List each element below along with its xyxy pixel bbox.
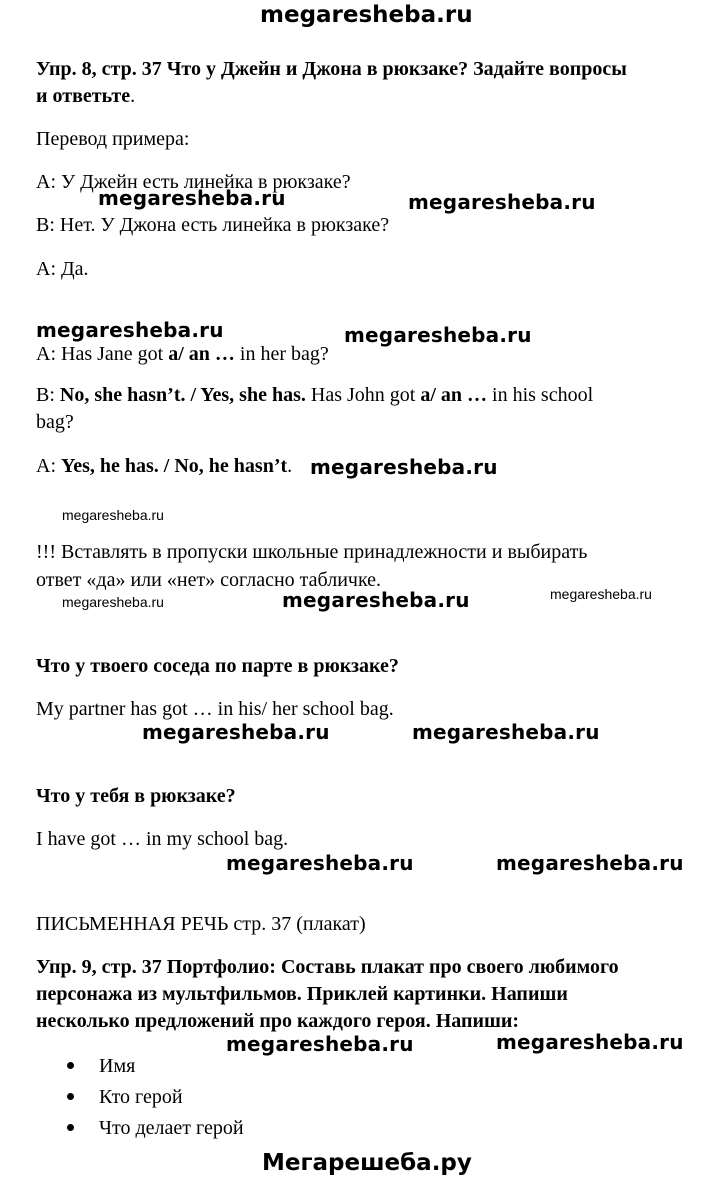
example-line-a1-end: in her bag? <box>234 343 329 365</box>
watermark-small: megaresheba.ru <box>62 594 164 610</box>
exercise-8-title-line1: Упр. 8, стр. 37 Что у Джейн и Джона в рюкзаке? Задайте вопросы <box>36 58 627 80</box>
note-line2: ответ «да» или «нет» согласно табличке. <box>36 569 382 591</box>
example-line-b-mid: Has John got <box>305 384 421 406</box>
mine-text: I have got … in my school bag. <box>36 828 289 850</box>
example-line-b <box>36 381 593 409</box>
partner-heading: Что у твоего соседа по парте в рюкзаке? <box>36 655 399 677</box>
example-line-a2-prefix: A: <box>36 455 61 477</box>
translation-line-b: В: Нет. У Джона есть линейка в рюкзаке? <box>36 214 390 236</box>
watermark: megaresheba.ru <box>408 190 596 214</box>
watermark: megaresheba.ru <box>226 1032 414 1056</box>
bullet-icon <box>67 1062 74 1069</box>
note-line1: !!! Вставлять в пропуски школьные принадлежности и выбирать <box>36 541 588 563</box>
bullet-icon <box>67 1093 74 1100</box>
watermark: megaresheba.ru <box>282 588 470 612</box>
header-watermark: megaresheba.ru <box>260 2 473 28</box>
writing-section-title: ПИСЬМЕННАЯ РЕЧЬ стр. 37 (плакат) <box>36 913 366 935</box>
example-line-a1-start: A: Has Jane got <box>36 343 169 365</box>
exercise-9-line2: персонажа из мультфильмов. Приклей картинки. Напиши <box>36 983 568 1005</box>
example-line-b-continued: bag? <box>36 411 74 433</box>
partner-text: My partner has got … in his/ her school bag. <box>36 698 394 720</box>
exercise-9-line1: Упр. 9, стр. 37 Портфолио: Составь плакат про своего любимого <box>36 956 619 978</box>
watermark: megaresheba.ru <box>226 851 414 875</box>
example-line-a2 <box>36 452 292 480</box>
translation-line-a2: А: Да. <box>36 258 89 280</box>
translation-line-a1: А: У Джейн есть линейка в рюкзаке? <box>36 171 351 193</box>
exercise-8-title-line2-text: и ответьте <box>36 85 131 107</box>
watermark-small: megaresheba.ru <box>62 507 164 523</box>
mine-heading: Что у тебя в рюкзаке? <box>36 785 236 807</box>
bullet-text: Имя <box>99 1055 136 1077</box>
example-line-b-answer: No, she hasn’t. / Yes, she has. <box>59 384 306 406</box>
watermark: megaresheba.ru <box>412 720 600 744</box>
watermark: megaresheba.ru <box>344 323 532 347</box>
watermark: megaresheba.ru <box>496 1030 684 1054</box>
example-line-a1-blank: a/ an … <box>168 343 235 365</box>
bullet-item-who <box>67 1083 183 1111</box>
watermark-small: megaresheba.ru <box>550 586 652 602</box>
example-line-a1 <box>36 340 329 368</box>
watermark: megaresheba.ru <box>310 455 498 479</box>
bullet-text: Кто герой <box>99 1086 183 1108</box>
example-line-b-tail: in his school <box>487 384 594 406</box>
translation-label: Перевод примера: <box>36 128 190 150</box>
exercise-9-line3: несколько предложений про каждого героя. Напиши: <box>36 1010 520 1032</box>
example-line-b-blank: a/ an … <box>420 384 488 406</box>
footer-watermark: Мегарешеба.ру <box>262 1150 472 1176</box>
watermark: megaresheba.ru <box>142 720 330 744</box>
exercise-8-title-line2-tail: . <box>130 85 136 107</box>
bullet-icon <box>67 1124 74 1131</box>
example-line-a2-tail: . <box>287 455 293 477</box>
example-line-b-prefix: B: <box>36 384 60 406</box>
watermark: megaresheba.ru <box>36 318 224 342</box>
bullet-item-does <box>67 1114 244 1142</box>
bullet-item-name <box>67 1052 135 1080</box>
watermark: megaresheba.ru <box>98 186 286 210</box>
bullet-text: Что делает герой <box>99 1117 244 1139</box>
watermark: megaresheba.ru <box>496 851 684 875</box>
example-line-a2-answer: Yes, he has. / No, he hasn’t <box>61 455 288 477</box>
exercise-8-title-line2 <box>36 82 135 110</box>
